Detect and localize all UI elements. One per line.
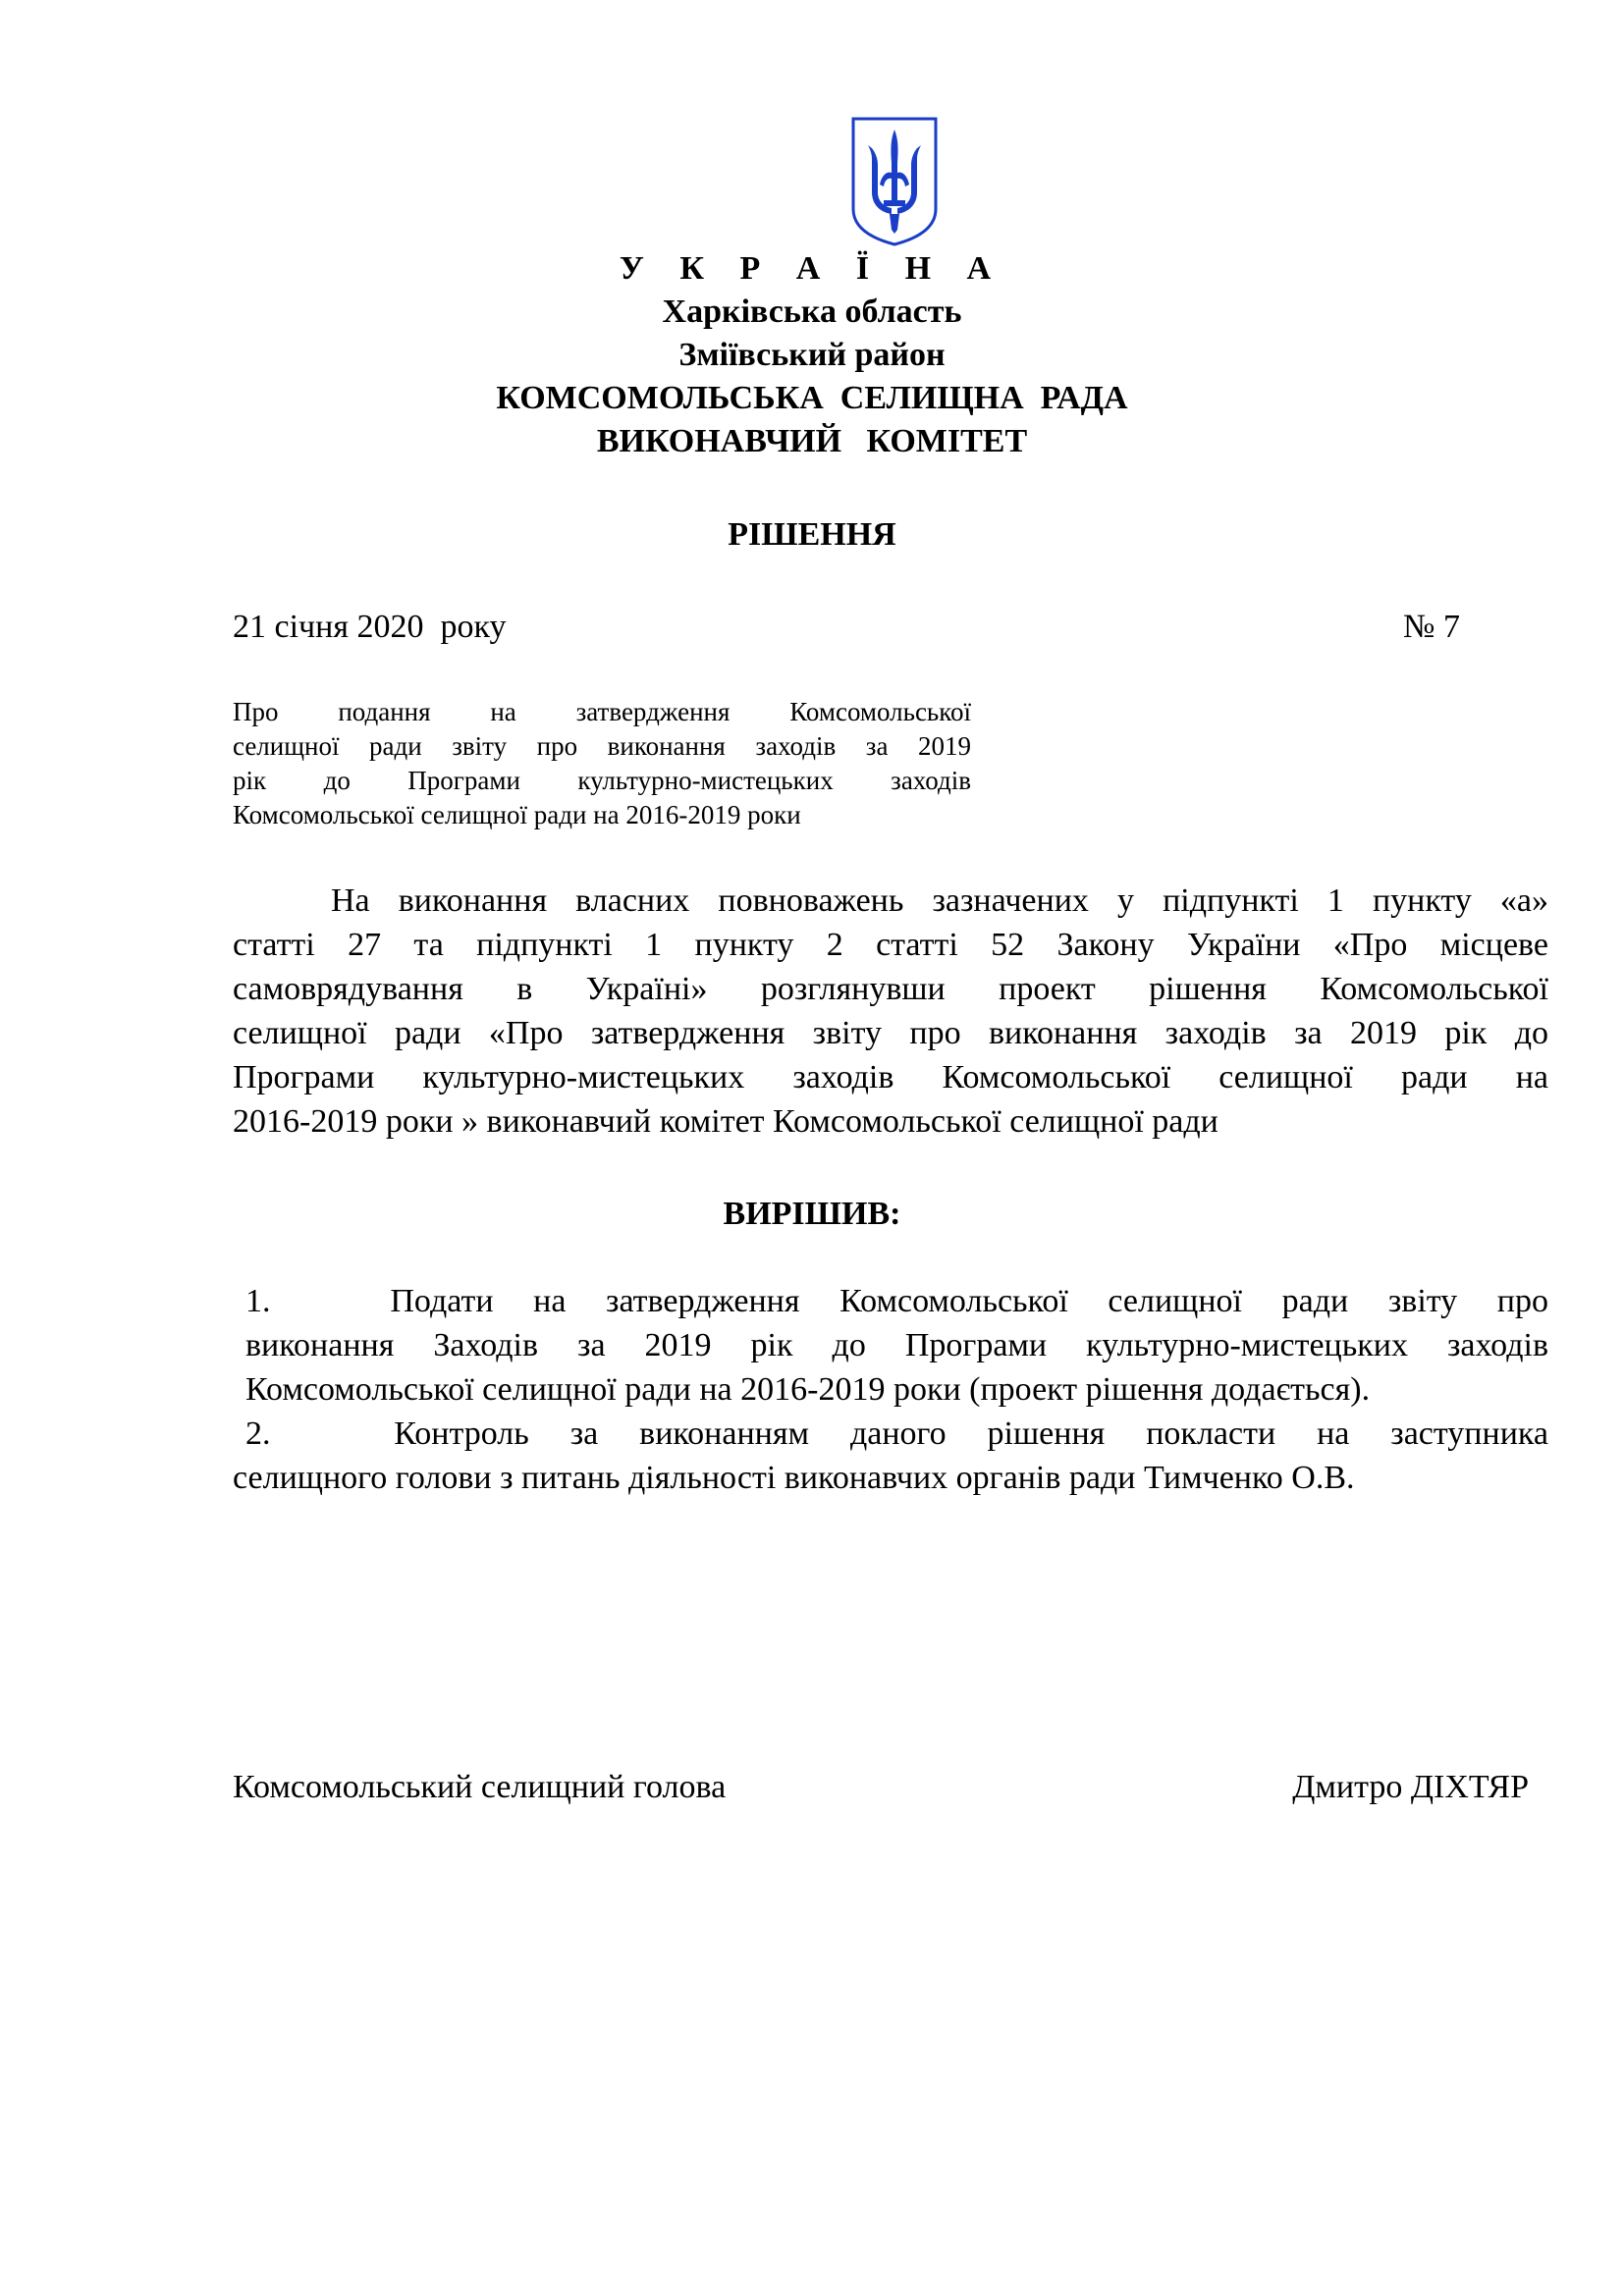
subject-line: селищної ради звіту про виконання заходів за 2019 <box>233 731 971 761</box>
preamble-line: Програми культурно-мистецьких заходів Комсомольської селищної ради на <box>233 1059 1548 1095</box>
preamble-paragraph <box>233 879 1548 1144</box>
subject-line: Про подання на затвердження Комсомольської <box>233 697 971 726</box>
item-line: селищного голови з питань діяльності виконавчих органів ради Тимченко О.В. <box>233 1460 1355 1496</box>
subject-line: Комсомольської селищної ради на 2016-2019 роки <box>233 800 801 829</box>
signatory-name: Дмитро ДІХТЯР <box>1292 1769 1529 1805</box>
preamble-line: селищної ради «Про затвердження звіту про виконання заходів за 2019 рік до <box>233 1015 1548 1051</box>
item-line: 1. Подати на затвердження Комсомольської селищної ради звіту про <box>245 1283 1548 1319</box>
preamble-line: 2016-2019 роки » виконавчий комітет Комсомольської селищної ради <box>233 1103 1218 1140</box>
country-name: У К Р А Ї Н А <box>619 250 1005 287</box>
preamble-line: На виконання власних повноважень зазначених у підпункті 1 пункту «а» <box>331 882 1548 919</box>
district-name: Зміївський район <box>678 337 946 373</box>
trident-coat-of-arms-icon <box>850 116 939 247</box>
council-name: КОМСОМОЛЬСЬКА СЕЛИЩНА РАДА <box>496 380 1128 416</box>
decision-items <box>233 1279 1548 1500</box>
decided-heading: ВИРІШИВ: <box>723 1196 901 1232</box>
item-line: виконання Заходів за 2019 рік до Програми культурно-мистецьких заходів <box>245 1327 1548 1363</box>
document-header <box>0 247 1624 463</box>
decision-number: № 7 <box>1403 609 1460 645</box>
decision-date: 21 січня 2020 року <box>233 609 507 645</box>
document-type-title: РІШЕННЯ <box>728 516 896 553</box>
region-name: Харківська область <box>662 294 962 330</box>
decision-subject <box>233 695 971 832</box>
signatory-position: Комсомольський селищний голова <box>233 1769 727 1805</box>
preamble-line: самоврядування в Україні» розглянувши проект рішення Комсомольської <box>233 971 1548 1007</box>
subject-line: рік до Програми культурно-мистецьких заходів <box>233 766 971 795</box>
item-line: 2. Контроль за виконанням даного рішення покласти на заступника <box>245 1415 1548 1452</box>
committee-name: ВИКОНАВЧИЙ КОМІТЕТ <box>596 423 1028 459</box>
item-line: Комсомольської селищної ради на 2016-2019 роки (проект рішення додається). <box>245 1371 1371 1408</box>
preamble-line: статті 27 та підпункті 1 пункту 2 статті 52 Закону України «Про місцеве <box>233 927 1548 963</box>
